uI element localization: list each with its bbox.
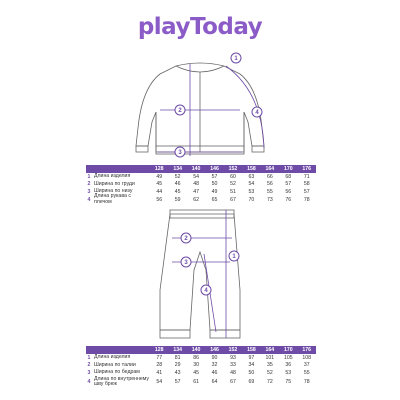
jacket-size-table [86, 165, 316, 203]
size-header: 128 [154, 347, 164, 353]
size-header: 176 [302, 166, 312, 172]
size-header: 146 [210, 166, 219, 172]
table-row: 4 Длина по внутреннему шву брюк 54 57 61 64 67 69 72 75 78 [87, 375, 310, 388]
size-header: 170 [283, 347, 293, 353]
pants-marker-3: 3 [184, 260, 188, 266]
table-row: 3 Ширина по бедрам 41 43 45 46 48 50 52 53 55 [87, 369, 310, 376]
brand-logo: playToday [137, 14, 263, 40]
pants-table-header [86, 346, 316, 354]
size-header: 146 [210, 347, 219, 353]
jacket-table-header [86, 165, 316, 173]
table-row: 1 Длина изделия 49 52 54 57 60 63 66 68 71 [87, 173, 310, 180]
size-header: 134 [173, 347, 182, 353]
size-header: 170 [283, 166, 293, 172]
jacket-marker-4: 4 [255, 110, 259, 116]
table-row: 3 Ширина по низу 44 45 47 49 51 53 55 56 57 [87, 188, 310, 195]
size-header: 134 [173, 166, 182, 172]
size-header: 152 [228, 166, 238, 172]
pants-marker-4: 4 [204, 288, 208, 294]
size-header: 158 [247, 166, 256, 172]
jacket-marker-1: 1 [234, 56, 238, 62]
jacket-marker-2: 2 [178, 108, 182, 114]
pants-marker-1: 1 [232, 254, 236, 260]
table-row: 2 Ширина по талии 28 29 30 32 33 34 35 36 37 [87, 361, 310, 369]
size-header: 164 [265, 347, 275, 353]
size-header: 140 [191, 347, 201, 353]
size-header: 164 [265, 166, 275, 172]
table-row: 1 Длина изделия 77 81 86 90 93 97 101 105 108 [87, 354, 312, 361]
table-row: 4 Длина рукава с плечом 56 59 62 65 67 70 73 76 78 [87, 193, 310, 205]
size-header: 140 [191, 166, 201, 172]
size-header: 128 [154, 166, 164, 172]
pants-marker-2: 2 [184, 236, 188, 242]
size-header: 176 [302, 347, 312, 353]
size-header: 152 [228, 347, 238, 353]
jacket-marker-3: 3 [178, 150, 182, 156]
pants-size-table [86, 346, 316, 388]
size-header: 158 [247, 347, 256, 353]
table-row: 2 Ширина по груди 45 46 48 50 52 54 56 57 58 [87, 180, 310, 188]
